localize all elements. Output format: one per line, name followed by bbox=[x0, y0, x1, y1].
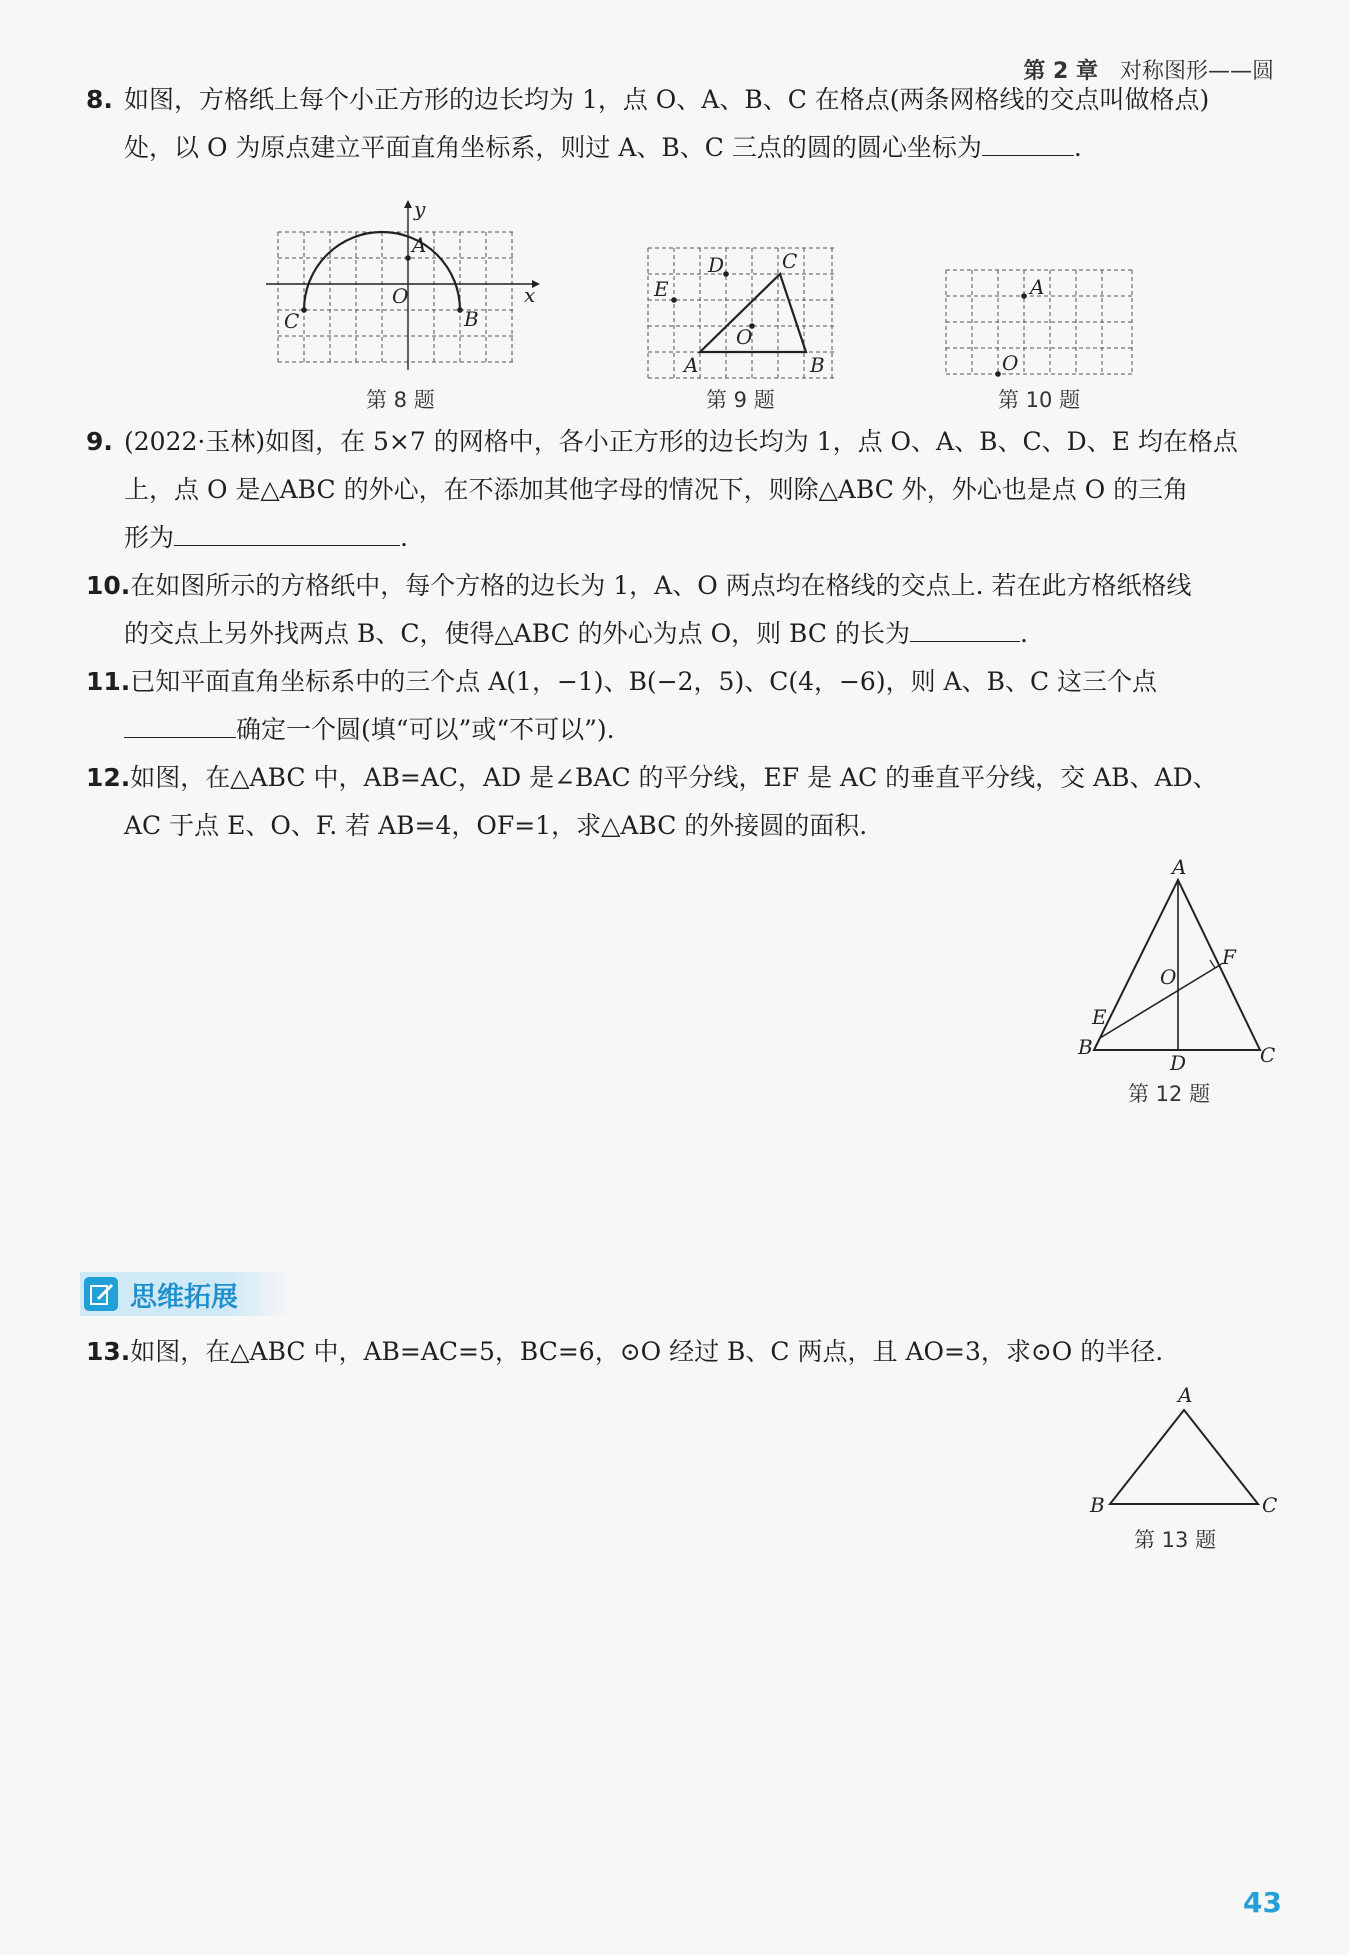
question-text: 已知平面直角坐标系中的三个点 A(1，−1)、B(−2，5)、C(4，−6)，则 A、B、C 这三个点 bbox=[130, 667, 1158, 696]
label-A: A bbox=[1178, 1383, 1193, 1407]
label-O: O bbox=[1002, 351, 1019, 375]
question-text: 确定一个圆(填“可以”或“不可以”). bbox=[236, 715, 615, 744]
label-C: C bbox=[284, 309, 300, 333]
figure-9 bbox=[640, 240, 850, 380]
label-D: D bbox=[708, 253, 725, 277]
question-text: 处，以 O 为原点建立平面直角坐标系，则过 A、B、C 三点的圆的圆心坐标为 bbox=[124, 133, 982, 162]
label-A: A bbox=[684, 353, 699, 377]
label-C: C bbox=[1260, 1043, 1276, 1067]
label-B: B bbox=[464, 307, 479, 331]
label-O: O bbox=[392, 284, 409, 308]
triangle-abc bbox=[700, 274, 806, 352]
label-A: A bbox=[412, 233, 427, 257]
label-B: B bbox=[1090, 1493, 1105, 1517]
question-8 bbox=[86, 76, 1280, 172]
label-F: F bbox=[1222, 945, 1236, 969]
figure-10 bbox=[942, 266, 1142, 381]
label-C: C bbox=[782, 249, 798, 273]
label-A: A bbox=[1172, 855, 1187, 879]
question-13 bbox=[86, 1328, 1280, 1376]
question-text: AC 于点 E、O、F. 若 AB=4，OF=1，求△ABC 的外接圆的面积. bbox=[124, 811, 868, 840]
figure-8 bbox=[260, 198, 550, 378]
section-banner bbox=[80, 1272, 290, 1316]
question-text: (2022·玉林)如图，在 5×7 的网格中，各小正方形的边长均为 1，点 O、A、B、C、D、E 均在格点 bbox=[124, 427, 1238, 456]
label-B: B bbox=[810, 353, 825, 377]
label-A: A bbox=[1030, 275, 1045, 299]
figure-13 bbox=[1080, 1380, 1280, 1520]
caption-fig8: 第 8 题 bbox=[366, 388, 435, 412]
question-number: 9. bbox=[86, 427, 113, 456]
question-number: 11. bbox=[86, 667, 131, 696]
label-O: O bbox=[1160, 965, 1177, 989]
period: . bbox=[1019, 619, 1028, 648]
period: . bbox=[1073, 133, 1082, 162]
question-11 bbox=[86, 658, 1280, 754]
question-9 bbox=[86, 418, 1280, 562]
label-O: O bbox=[736, 325, 753, 349]
answer-blank[interactable] bbox=[174, 519, 400, 546]
label-C: C bbox=[1262, 1493, 1278, 1517]
label-E: E bbox=[654, 277, 669, 301]
triangle-abc bbox=[1110, 1410, 1258, 1504]
question-number: 8. bbox=[86, 85, 113, 114]
question-number: 13. bbox=[86, 1337, 131, 1366]
chapter-number: 第 2 章 bbox=[1023, 59, 1098, 84]
page-number: 43 bbox=[1243, 1886, 1282, 1919]
question-12 bbox=[86, 754, 1280, 850]
label-y: y bbox=[414, 198, 426, 221]
question-text: 如图，在△ABC 中，AB=AC，AD 是∠BAC 的平分线，EF 是 AC 的垂直平分线，交 AB、AD、 bbox=[130, 763, 1218, 792]
caption-fig10: 第 10 题 bbox=[998, 388, 1081, 412]
question-text: 形为 bbox=[124, 523, 175, 552]
section-title: 思维拓展 bbox=[130, 1282, 238, 1313]
question-text: 的交点上另外找两点 B、C，使得△ABC 的外心为点 O，则 BC 的长为 bbox=[124, 619, 910, 648]
question-10 bbox=[86, 562, 1280, 658]
question-number: 10. bbox=[86, 571, 131, 600]
label-B: B bbox=[1078, 1035, 1093, 1059]
figure-12 bbox=[1070, 852, 1290, 1072]
caption-fig12: 第 12 题 bbox=[1128, 1082, 1211, 1106]
period: . bbox=[400, 523, 408, 552]
answer-blank[interactable] bbox=[910, 615, 1020, 642]
pencil-note-icon bbox=[84, 1277, 118, 1311]
answer-blank[interactable] bbox=[124, 711, 236, 738]
label-D: D bbox=[1170, 1051, 1187, 1072]
caption-fig13: 第 13 题 bbox=[1134, 1528, 1217, 1552]
question-number: 12. bbox=[86, 763, 131, 792]
chapter-title: 对称图形——圆 bbox=[1119, 59, 1274, 84]
caption-fig9: 第 9 题 bbox=[706, 388, 775, 412]
answer-blank[interactable] bbox=[982, 129, 1074, 156]
question-text: 在如图所示的方格纸中，每个方格的边长为 1，A、O 两点均在格线的交点上. 若在此方格纸格线 bbox=[130, 571, 1192, 600]
question-text: 上，点 O 是△ABC 的外心，在不添加其他字母的情况下，则除△ABC 外，外心也是点 O 的三角 bbox=[124, 475, 1189, 504]
question-text: 如图，方格纸上每个小正方形的边长均为 1，点 O、A、B、C 在格点(两条网格线的交点叫做格点) bbox=[124, 85, 1210, 114]
label-x: x bbox=[524, 283, 536, 307]
label-E: E bbox=[1092, 1005, 1107, 1029]
question-text: 如图，在△ABC 中，AB=AC=5，BC=6，⊙O 经过 B、C 两点，且 AO=3，求⊙O 的半径. bbox=[130, 1337, 1164, 1366]
